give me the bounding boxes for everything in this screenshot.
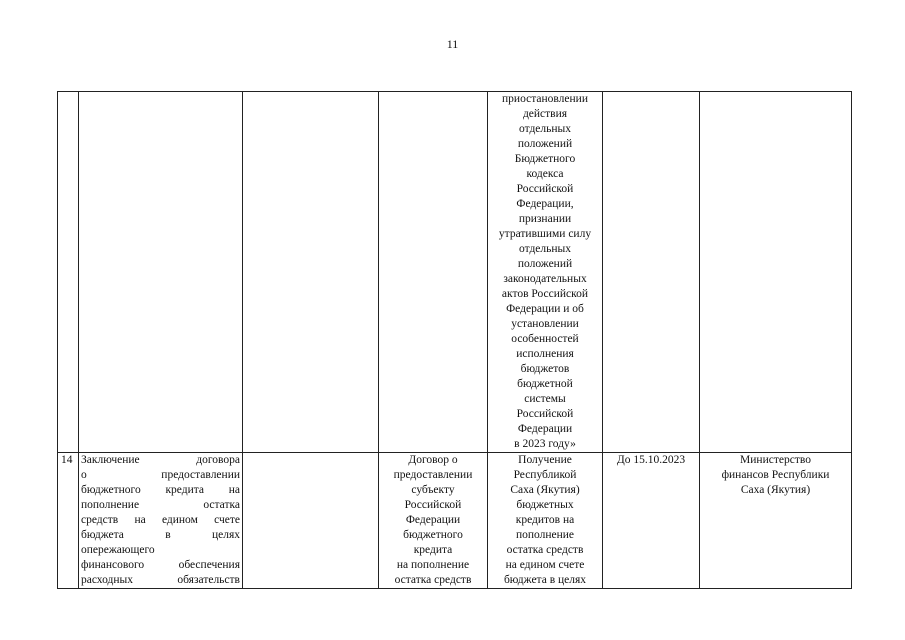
title-line: бюджетного кредита на: [81, 484, 240, 496]
cell-document-empty: [379, 92, 488, 453]
cell-title-empty: [79, 92, 243, 453]
cell-responsible-empty: [700, 92, 852, 453]
row-number: 14: [58, 453, 79, 589]
page-number: 11: [446, 37, 459, 51]
title-line: расходных обязательств: [81, 574, 240, 586]
row-document: Договор о предоставлении субъекту Российской Федерации бюджетного кредита на пополнение остатка средств: [379, 453, 488, 589]
row-result: Получение Республикой Саха (Якутия) бюджетных кредитов на пополнение остатка средств на едином счете бюджета в целях: [488, 453, 603, 589]
title-line: о предоставлении: [81, 469, 240, 481]
title-line: финансового обеспечения: [81, 559, 240, 571]
cell-number-empty: [58, 92, 79, 453]
title-line: Заключение договора: [81, 454, 240, 466]
row-responsible: Министерство финансов Республики Саха (Якутия): [700, 453, 852, 589]
title-line: средств на едином счете: [81, 514, 240, 526]
table-row-14: [58, 453, 852, 589]
cell-result-continuation: приостановлении действия отдельных положений Бюджетного кодекса Российской Федерации, признании утратившими силу отдельных положений законодательных актов Российской Федерации и об установлении особенностей исполнения бюджетов бюджетной системы Российской Федерации в 2023 году»: [488, 92, 603, 453]
title-line: опережающего: [81, 544, 155, 556]
title-line: бюджета в целях: [81, 529, 240, 541]
title-line: пополнение остатка: [81, 499, 240, 511]
row-col3-empty: [243, 453, 379, 589]
cell-col3-empty: [243, 92, 379, 453]
cell-deadline-empty: [603, 92, 700, 453]
row-title: [79, 453, 243, 589]
document-table: [57, 91, 852, 589]
row-deadline: До 15.10.2023: [603, 453, 700, 589]
table-row-continuation: [58, 92, 852, 453]
